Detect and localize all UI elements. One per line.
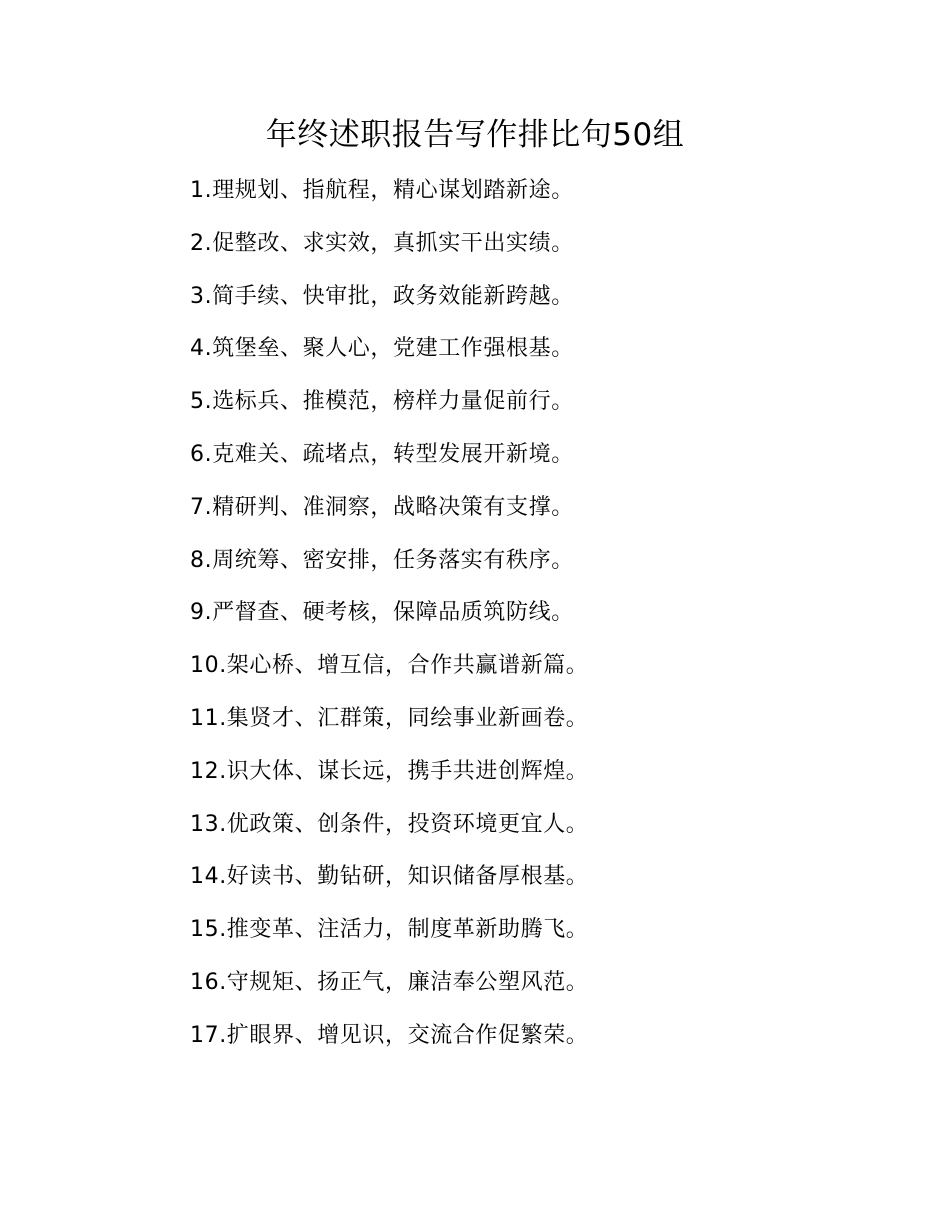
document-title: 年终述职报告写作排比句50组: [265, 117, 685, 153]
list-item: 8.周统筹、密安排，任务落实有秩序。: [190, 547, 574, 573]
list-item: 13.优政策、创条件，投资环境更宜人。: [190, 811, 589, 837]
list-item: 3.简手续、快审批，政务效能新跨越。: [190, 283, 574, 309]
list-item: 12.识大体、谋长远，携手共进创辉煌。: [190, 758, 589, 784]
list-item: 15.推变革、注活力，制度革新助腾飞。: [190, 917, 589, 943]
list-item: 1.理规划、指航程，精心谋划踏新途。: [190, 178, 574, 203]
list-item: 14.好读书、勤钻研，知识储备厚根基。: [190, 864, 589, 890]
list-item: 2.促整改、求实效，真抓实干出实绩。: [190, 230, 574, 256]
list-item: 16.守规矩、扬正气，廉洁奉公塑风范。: [190, 969, 589, 995]
list-item: 6.克难关、疏堵点，转型发展开新境。: [190, 441, 574, 467]
list-item: 9.严督查、硬考核，保障品质筑防线。: [190, 600, 574, 626]
list-item: 7.精研判、准洞察，战略决策有支撑。: [190, 494, 574, 520]
list-item: 5.选标兵、推模范，榜样力量促前行。: [190, 389, 574, 415]
parallel-sentence-list: [190, 170, 588, 1068]
list-item: 17.扩眼界、增见识，交流合作促繁荣。: [190, 1022, 589, 1048]
list-item: 11.集贤才、汇群策，同绘事业新画卷。: [190, 705, 589, 731]
list-item: 10.架心桥、增互信，合作共赢谱新篇。: [190, 653, 589, 679]
list-item: 4.筑堡垒、聚人心，党建工作强根基。: [190, 336, 574, 362]
